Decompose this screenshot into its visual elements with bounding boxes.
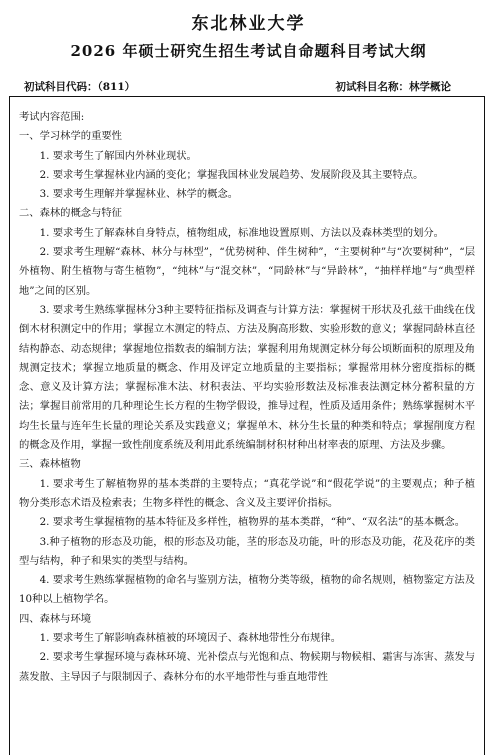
section-heading: 一、学习林学的重要性: [19, 130, 122, 143]
syllabus-item: 1. 要求考生了解森林自身特点，植物组成，标准地设置原则、方法以及森林类型的划分。: [39, 226, 444, 239]
syllabus-item: 1. 要求考生了解影响森林植被的环境因子、森林地带性分布规律。: [39, 632, 342, 645]
exam-title: 2026 年硕士研究生招生考试自命题科目考试大纲: [70, 42, 427, 60]
syllabus-item: 2. 要求考生掌握林业内涵的变化；掌握我国林业发展趋势、发展阶段及其主要特点。: [39, 168, 424, 181]
section-heading: 三、森林植物: [19, 458, 81, 471]
syllabus-content-box: [9, 96, 485, 755]
syllabus-item: 2. 要求考生理解“森林、林分与林型”，“优势树种、伴生树种”，“主要树种”与“次要树种”，“层外植物、附生植物与寄生植物”，“纯林”与“混交林”，“同龄林”与“异龄林”，“抽样样地”与“典型样地”之间的区别。: [19, 246, 475, 297]
syllabus-item: 3. 要求考生熟练掌握林分3种主要特征指标及调查与计算方法：掌握树干形状及孔兹干曲线在伐倒木材积测定中的作用；掌握立木测定的特点、方法及胸高形数、实验形数的意义；掌握同龄林直径结构静态、动态规律；掌握地位指数表的编制方法；掌握利用角规测定林分每公顷断面积的原理及角规测定技术；掌握立地质量的概念、作用及评定立地质量的主要指标；掌握常用林分密度指标的概念、意义及计算方法；掌握标准木法、材积表法、平均实验形数法及标准表法测定林分蓄积量的方法；掌握目前常用的几种理论生长方程的生物学假设，推导过程，性质及适用条件；熟练掌握树木平均生长量与连年生长量的理论关系及实践意义；掌握单木、林分生长量的种类和特点；掌握削度方程的概念及作用，掌握一致性削度系统及利用此系统编制材积材种出材率表的原理、方法及步骤。: [19, 303, 475, 452]
syllabus-item: 2. 要求考生掌握植物的基本特征及多样性，植物界的基本类群，“种”、“双名法”的基本概念。: [39, 516, 466, 529]
syllabus-item: 3.种子植物的形态及功能，根的形态及功能，茎的形态及功能，叶的形态及功能，花及花序的类型与结构，种子和果实的类型与结构。: [19, 535, 475, 567]
subject-name: 初试科目名称：林学概论: [335, 81, 451, 93]
subject-code: 初试科目代码：（811）: [24, 81, 136, 93]
section-heading: 四、森林与环境: [19, 612, 92, 625]
syllabus-item: 1. 要求考生了解国内外林业现状。: [39, 149, 197, 162]
section-heading: 二、森林的概念与特征: [19, 207, 122, 220]
syllabus-item: 3. 要求考生理解并掌握林业、林学的概念。: [39, 188, 239, 201]
syllabus-item: 1. 要求考生了解植物界的基本类群的主要特点；“真花学说”和“假花学说”的主要观点；种子植物分类形态术语及检索表；生物多样性的概念、含义及主要评价指标。: [19, 477, 475, 509]
university-title: 东北林业大学: [191, 14, 306, 34]
syllabus-item: 2. 要求考生掌握环境与森林环境、光补偿点与光饱和点、物候期与物候相、霜害与冻害、蒸发与蒸发散、主导因子与限制因子、森林分布的水平地带性与垂直地带性: [19, 651, 475, 683]
subject-info-row: [14, 79, 483, 95]
syllabus-item: 4. 要求考生熟练掌握植物的命名与鉴别方法，植物分类等级，植物的命名规则，植物鉴定方法及10种以上植物学名。: [19, 574, 475, 606]
scope-label: 考试内容范围:: [19, 111, 85, 123]
